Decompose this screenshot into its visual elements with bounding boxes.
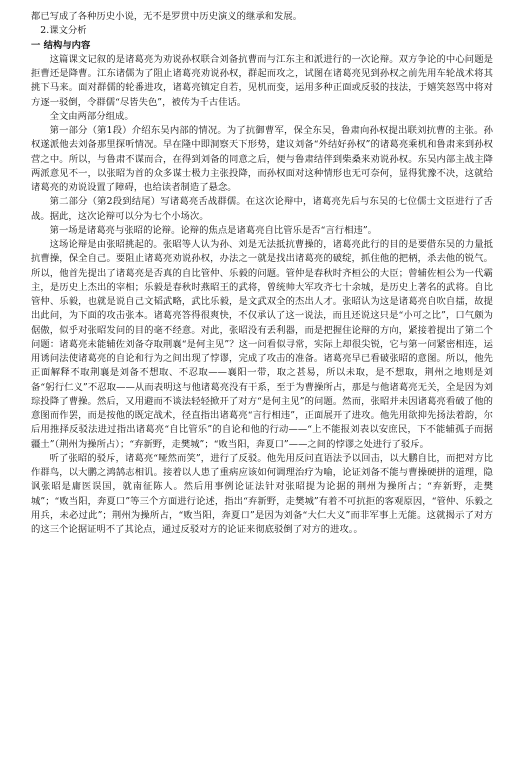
paragraph-part-two: 第二部分（第2段到结尾）写诸葛亮舌战群儒。在这次论辩中，诸葛亮先后与东吴的七位儒士文臣进行了舌战。据此，这次论辩可以分为七个小场次。 [31,196,493,222]
paragraph-part-one: 第一部分（第1段）介绍东吴内部的情况。为了抗御曹军，保全东吴，鲁肃向孙权提出联刘抗曹的主张。孙权遂派他去刘备那里探听情况。早在隆中即洞察天下形势，建议刘备“外结好孙权”的诸葛亮乘机和鲁肃来到孙权营之中。所以，与鲁肃不谋而合，在得到刘备的同意之后，便与鲁肃结伴到柴桑来劝说孙权。东吴内部主战主降两派意见不一，以张昭为首的众多谋士极力主张投降，而孙权面对这种情形也无可奈何，显得犹豫不决，这就给诸葛亮的劝说设置了障碍，也给读者制造了悬念。 [31,125,493,193]
paragraph-two-parts: 全文由两部分组成。 [49,110,134,122]
paragraph-overview: 这篇课文记叙的是诸葛亮为劝说孙权联合刘备抗曹而与江东主和派进行的一次论辩。双方争论的中心问题是拒曹还是降曹。江东诸儒为了阻止诸葛亮劝说孙权，群起而攻之，试图在诸葛亮见到孙权之前先用车轮战术将其挑下马来。面对群儒的轮番进攻，诸葛亮镇定自若，见机而变，运用多种正面或反驳的技法，于嬉笑怒骂中将对方逐一驳倒，令群儒“尽皆失色”，被传为千古佳话。 [31,53,493,108]
section-heading-lesson-analysis: 2.课文分析 [40,25,87,37]
intro-line: 都已写成了各种历史小说，无不是罗贯中历史演义的继承和发展。 [31,11,303,22]
document-page [31,10,493,537]
paragraph-rebuttal: 听了张昭的驳斥，诸葛亮“哑然而笑”，进行了反驳。他先用反问直语法予以回击，以大鹏自比，而把对方比作群鸟，以大鹏之鸿鹄志相讥。接着以人患了重病应该如何调理治疗为喻，论证刘备不能与曹操硬拼的道理，隐讽张昭是庸医误国，就南征陈人。然后用事例论证法针对张昭提为论据的荆州为操所占；“弃新野，走樊城”；“败当阳，奔夏口”等三个方面进行论述，指出“弃新野，走樊城”有着不可抗拒的客观原因，“管仲、乐毅之用兵，未必过此”；荆州为操所占，“败当阳，奔夏口”是因为刘备“大仁大义”而非军事上无能。这就揭示了对方的这三个论据证明不了其论点，通过反驳对方的论证来彻底驳倒了对方的进攻。。 [31,452,493,535]
paragraph-zhang-zhao-debate: 这场论辩是由张昭挑起的。张昭等人认为孙、刘是无法抵抗曹操的，诸葛亮此行的目的是要借东吴的力量抵抗曹操，保全自己。要阻止诸葛亮劝说孙权，办法之一就是找出诸葛亮的破绽，抓住他的把柄，杀去他的锐气。所以，他首先提出了诸葛亮是否真的自比管仲、乐毅的问题。管仲是春秋时齐桓公的大臣；曾辅佐桓公为一代霸主，是历史上杰出的宰相；乐毅是春秋时燕昭王的武将，曾统帅大军攻齐七十余城，是历史上著名的武将。自比管仲、乐毅，也就是说自己文韬武略，武比乐毅，是文武双全的杰出人才。张昭认为这是诸葛亮自吹自擂，故提出此问，为下面的攻击张本。诸葛亮答得很爽快，不仅承认了这一说法，而且还说这只是“小可之比”，口气颇为倨傲，似乎对张昭发问的目的毫不经意。对此，张昭没有丢利器，而是把握住论辩的方向，紧接着提出了第二个问题：诸葛亮未能辅佐刘备夺取荆襄“是何主见”？这一问看似寻常，实际上却很尖锐，它与第一问紧密相连，运用诱问法使诸葛亮的自论和行为之间出现了悖谬，完成了攻击的准备。诸葛亮早已看破张昭的意图。所以，他先正面解释不取荆襄是刘备不想取、不忍取——襄阳一带，取之甚易，所以未取，是不想取，荆州之地则是刘备“躬行仁义”不忍取——从而表明这与他诸葛亮没有干系，至于为曹操所占，那是与他诸葛亮无关，全是因为刘琮投降了曹操。然后，又用避而不谈法轻轻掀开了对方“是何主见”的问题。然而，张昭并未因诸葛亮看破了他的意图而作罢，而是按他的既定战术，径直指出诸葛亮“言行相违”，正面展开了进攻。他先用欲抑先扬法着韵，尔后用推择反驳法进过指出诸葛亮“自比管乐”的自论和他的行动——“上不能报刘表以安庶民，下不能辅孤子而据疆土”（荆州为操所占）；“弃新野，走樊城”；“败当阳，奔夏口”——之间的悖谬之处进行了驳斥。 [31,239,493,450]
paragraph-first-round: 第一场是诸葛亮与张昭的论辩。论辩的焦点是诸葛亮自比管乐是否“言行相违”。 [49,224,377,236]
subsection-heading-structure: 一 结构与内容 [31,39,91,51]
